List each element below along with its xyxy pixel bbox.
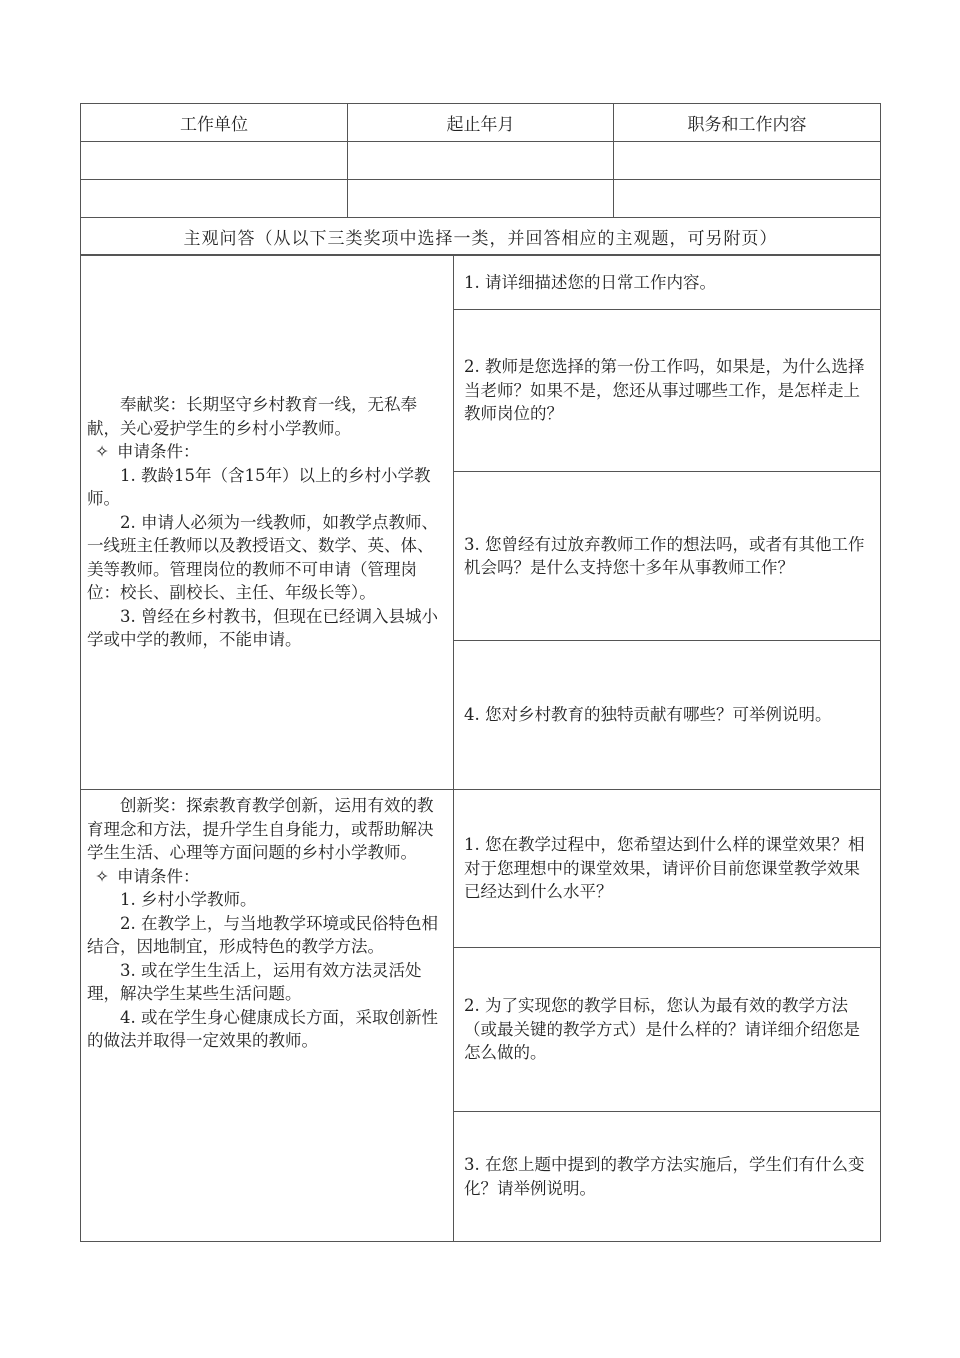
conditions-label: 申请条件： bbox=[117, 442, 200, 462]
award-description-innovation bbox=[81, 790, 454, 1242]
work-history-row bbox=[81, 180, 881, 218]
period-cell[interactable] bbox=[348, 142, 614, 180]
work-history-row bbox=[81, 142, 881, 180]
header-work-unit: 工作单位 bbox=[81, 104, 348, 142]
condition-item: 3. 或在学生生活上，运用有效方法灵活处理，解决学生某些生活问题。 bbox=[87, 960, 422, 1003]
award-description-dedication bbox=[81, 256, 454, 790]
period-cell[interactable] bbox=[348, 180, 614, 218]
awards-table bbox=[80, 255, 881, 1242]
question-cell: 2. 教师是您选择的第一份工作吗，如果是，为什么选择当老师？如果不是，您还从事过哪些工作，是怎样走上教师岗位的？ bbox=[454, 310, 881, 472]
work-history-header-row bbox=[81, 104, 881, 142]
subjective-banner-row bbox=[81, 218, 881, 255]
work-history-table bbox=[80, 103, 881, 255]
question-cell: 3. 您曾经有过放弃教师工作的想法吗，或者有其他工作机会吗？是什么支持您十多年从事教师工作？ bbox=[454, 472, 881, 641]
condition-item: 1. 乡村小学教师。 bbox=[120, 890, 257, 909]
header-period: 起止年月 bbox=[348, 104, 614, 142]
condition-item: 3. 曾经在乡村教书，但现在已经调入县城小学或中学的教师，不能申请。 bbox=[87, 606, 438, 650]
conditions-heading bbox=[87, 440, 447, 464]
award-row bbox=[81, 256, 881, 310]
condition-item: 4. 或在学生身心健康成长方面，采取创新性的做法并取得一定效果的教师。 bbox=[87, 1007, 438, 1050]
header-position-duties: 职务和工作内容 bbox=[614, 104, 881, 142]
condition-item: 2. 申请人必须为一线教师，如教学点教师、一线班主任教师以及教授语文、数学、英、体、美等教师。管理岗位的教师不可申请（管理岗位：校长、副校长、主任、年级长等）。 bbox=[87, 512, 438, 603]
work-unit-cell[interactable] bbox=[81, 180, 348, 218]
question-cell: 3. 在您上题中提到的教学方法实施后，学生们有什么变化？请举例说明。 bbox=[454, 1112, 881, 1242]
question-cell: 1. 请详细描述您的日常工作内容。 bbox=[454, 256, 881, 310]
question-cell: 2. 为了实现您的教学目标，您认为最有效的教学方法（或最关键的教学方式）是什么样的？请详细介绍您是怎么做的。 bbox=[454, 948, 881, 1112]
subjective-banner: 主观问答（从以下三类奖项中选择一类，并回答相应的主观题，可另附页） bbox=[81, 218, 881, 255]
diamond-star-icon: ✧ bbox=[95, 866, 109, 886]
award-intro: 创新奖：探索教育教学创新，运用有效的教育理念和方法，提升学生自身能力，或帮助解决学生生活、心理等方面问题的乡村小学教师。 bbox=[87, 796, 434, 862]
award-intro: 奉献奖：长期坚守乡村教育一线，无私奉献，关心爱护学生的乡村小学教师。 bbox=[87, 395, 417, 438]
conditions-label: 申请条件： bbox=[117, 866, 200, 886]
question-cell: 1. 您在教学过程中，您希望达到什么样的课堂效果？相对于您理想中的课堂效果，请评价目前您课堂教学效果已经达到什么水平？ bbox=[454, 790, 881, 948]
diamond-star-icon: ✧ bbox=[95, 442, 109, 462]
question-cell: 4. 您对乡村教育的独特贡献有哪些？可举例说明。 bbox=[454, 641, 881, 790]
work-unit-cell[interactable] bbox=[81, 142, 348, 180]
position-duties-cell[interactable] bbox=[614, 180, 881, 218]
condition-item: 1. 教龄15年（含15年）以上的乡村小学教师。 bbox=[87, 465, 431, 509]
award-row bbox=[81, 790, 881, 948]
condition-item: 2. 在教学上，与当地教学环境或民俗特色相结合，因地制宜，形成特色的教学方法。 bbox=[87, 913, 438, 956]
conditions-heading bbox=[87, 865, 447, 889]
position-duties-cell[interactable] bbox=[614, 142, 881, 180]
